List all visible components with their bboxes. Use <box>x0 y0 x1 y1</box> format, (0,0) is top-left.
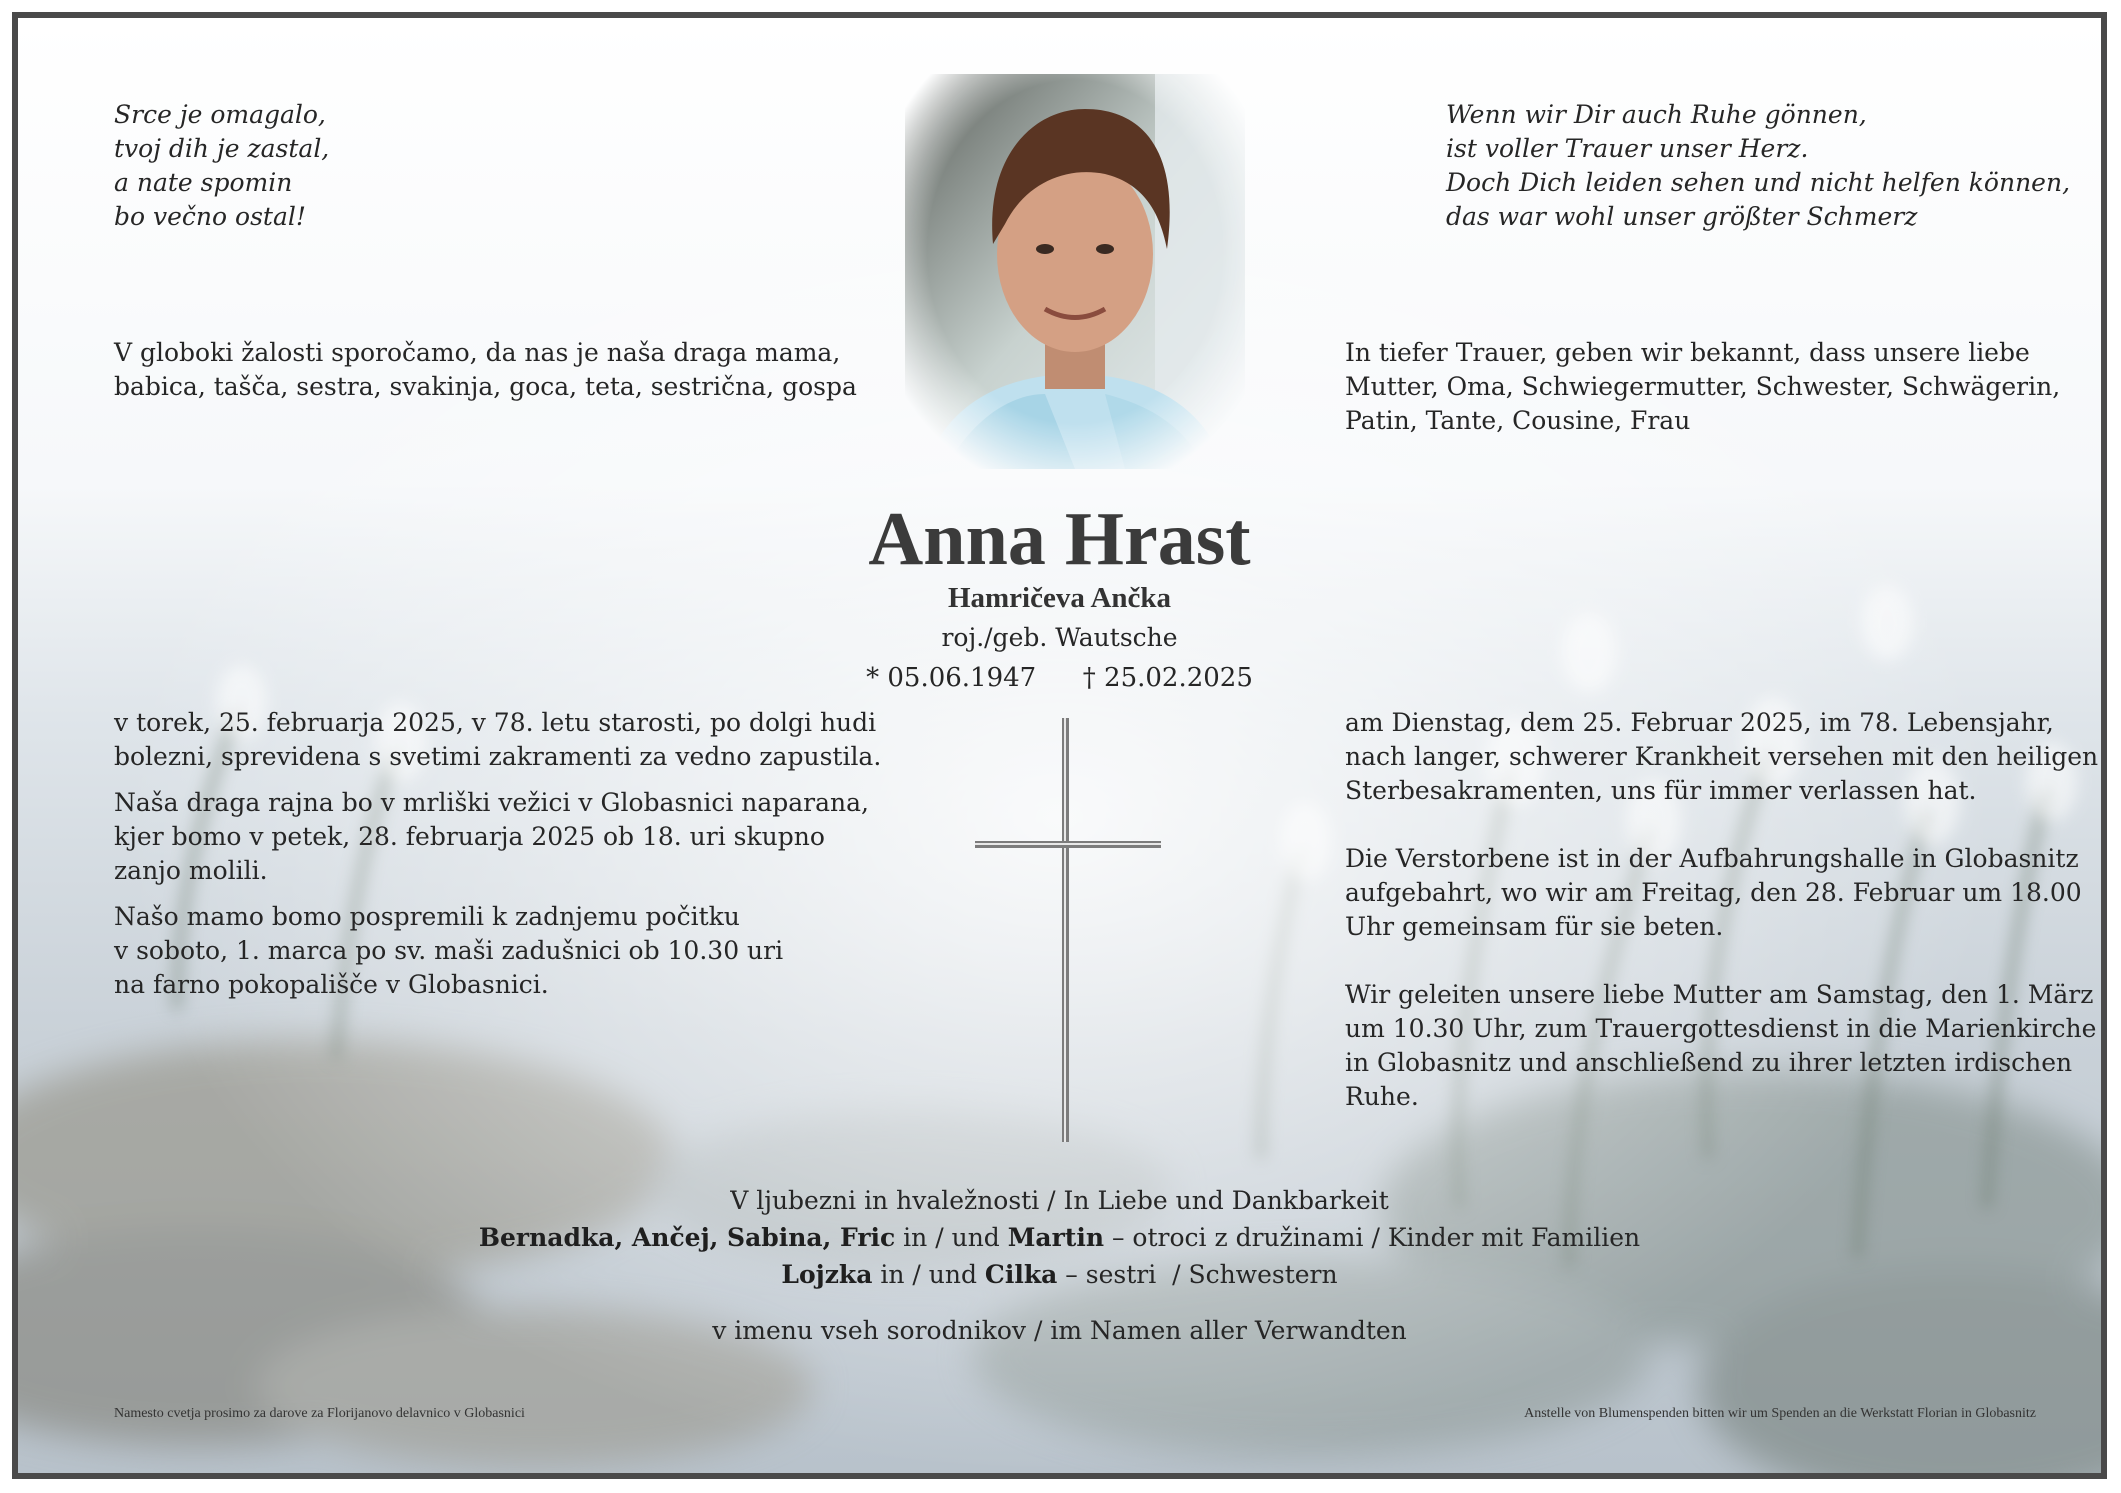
poem-line: bo večno ostal! <box>114 202 306 231</box>
body-line: bolezni, sprevidena s svetimi zakramenti za vedno zapustila. <box>114 742 882 771</box>
sister-name: Cilka <box>984 1260 1058 1289</box>
body-line: Wir geleiten unsere liebe Mutter am Samstag, den 1. März <box>1345 980 2094 1009</box>
poem-german <box>1446 98 2070 234</box>
body-line: v torek, 25. februarja 2025, v 78. letu starosti, po dolgi hudi <box>114 708 877 737</box>
body-paragraph <box>114 706 881 774</box>
deceased-maiden-name: roj./geb. Wautsche <box>941 623 1178 652</box>
portrait-photo <box>905 74 1245 469</box>
body-line: Naša draga rajna bo v mrliški vežici v Globasnici naparana, <box>114 788 869 817</box>
mourners-children <box>18 1221 2101 1255</box>
mourners-relatives: v imenu vseh sorodnikov / im Namen aller Verwandten <box>712 1316 1407 1345</box>
intro-line: babica, tašča, sestra, svakinja, goca, teta, sestrična, gospa <box>114 372 857 401</box>
cross-icon <box>973 718 1163 1148</box>
body-paragraph <box>1345 978 2098 1114</box>
body-line: na farno pokopališče v Globasnici. <box>114 970 549 999</box>
intro-line: Patin, Tante, Cousine, Frau <box>1345 406 1691 435</box>
intro-slovenian <box>114 336 857 404</box>
body-line: aufgebahrt, wo wir am Freitag, den 28. Februar um 18.00 <box>1345 878 2082 907</box>
poem-line: a nate spomin <box>114 168 293 197</box>
intro-line: In tiefer Trauer, geben wir bekannt, dass unsere liebe <box>1345 338 2030 367</box>
intro-german <box>1345 336 2060 438</box>
body-line: um 10.30 Uhr, zum Trauergottesdienst in die Marienkirche <box>1345 1014 2097 1043</box>
deceased-name: Anna Hrast <box>868 497 1251 581</box>
relation-text: – otroci z družinami / Kinder mit Familien <box>1104 1223 1641 1252</box>
body-line: zanjo molili. <box>114 856 268 885</box>
birth-date: * 05.06.1947 <box>866 663 1037 693</box>
mourners-dedication: V ljubezni in hvaležnosti / In Liebe und Dankbarkeit <box>730 1186 1389 1215</box>
body-german <box>1345 706 2098 1126</box>
poem-line: Srce je omagalo, <box>114 100 326 129</box>
body-slovenian <box>114 706 881 1014</box>
poem-line: Wenn wir Dir auch Ruhe gönnen, <box>1446 100 1867 129</box>
poem-line: das war wohl unser größter Schmerz <box>1446 202 1918 231</box>
poem-line: Doch Dich leiden sehen und nicht helfen können, <box>1446 168 2071 197</box>
body-line: am Dienstag, dem 25. Februar 2025, im 78. Lebensjahr, <box>1345 708 2054 737</box>
conjunction: in / und <box>872 1260 985 1289</box>
intro-line: V globoki žalosti sporočamo, da nas je naša draga mama, <box>114 338 841 367</box>
body-line: kjer bomo v petek, 28. februarja 2025 ob 18. uri skupno <box>114 822 825 851</box>
body-paragraph <box>114 786 881 888</box>
poem-line: tvoj dih je zastal, <box>114 134 330 163</box>
children-names: Bernadka, Ančej, Sabina, Fric <box>478 1223 896 1252</box>
body-line: Našo mamo bomo pospremili k zadnjemu počitku <box>114 902 740 931</box>
relation-text: – sestri / Schwestern <box>1057 1260 1338 1289</box>
death-date: † 25.02.2025 <box>1082 663 1253 693</box>
conjunction: in / und <box>895 1223 1008 1252</box>
obituary-card <box>12 12 2107 1479</box>
body-paragraph <box>1345 842 2098 944</box>
footer-note-slovenian: Namesto cvetja prosimo za darove za Florijanovo delavnico v Globasnici <box>114 1406 525 1421</box>
body-line: Die Verstorbene ist in der Aufbahrungshalle in Globasnitz <box>1345 844 2079 873</box>
deceased-dates <box>18 661 2101 695</box>
mourners-sisters <box>18 1258 2101 1292</box>
poem-slovenian <box>114 98 329 234</box>
body-line: v soboto, 1. marca po sv. maši zadušnici ob 10.30 uri <box>114 936 784 965</box>
poem-line: ist voller Trauer unser Herz. <box>1446 134 1809 163</box>
body-line: Uhr gemeinsam für sie beten. <box>1345 912 1724 941</box>
child-name: Martin <box>1007 1223 1105 1252</box>
body-paragraph <box>1345 706 2098 808</box>
footer-note-german: Anstelle von Blumenspenden bitten wir um Spenden an die Werkstatt Florian in Globasnitz <box>1524 1406 2036 1421</box>
body-line: Ruhe. <box>1345 1082 1419 1111</box>
body-paragraph <box>114 900 881 1002</box>
deceased-nickname: Hamričeva Ančka <box>947 582 1172 614</box>
intro-line: Mutter, Oma, Schwiegermutter, Schwester, Schwägerin, <box>1345 372 2061 401</box>
sister-name: Lojzka <box>781 1260 873 1289</box>
body-line: in Globasnitz und anschließend zu ihrer letzten irdischen <box>1345 1048 2073 1077</box>
body-line: Sterbesakramenten, uns für immer verlassen hat. <box>1345 776 1977 805</box>
body-line: nach langer, schwerer Krankheit versehen mit den heiligen <box>1345 742 2099 771</box>
